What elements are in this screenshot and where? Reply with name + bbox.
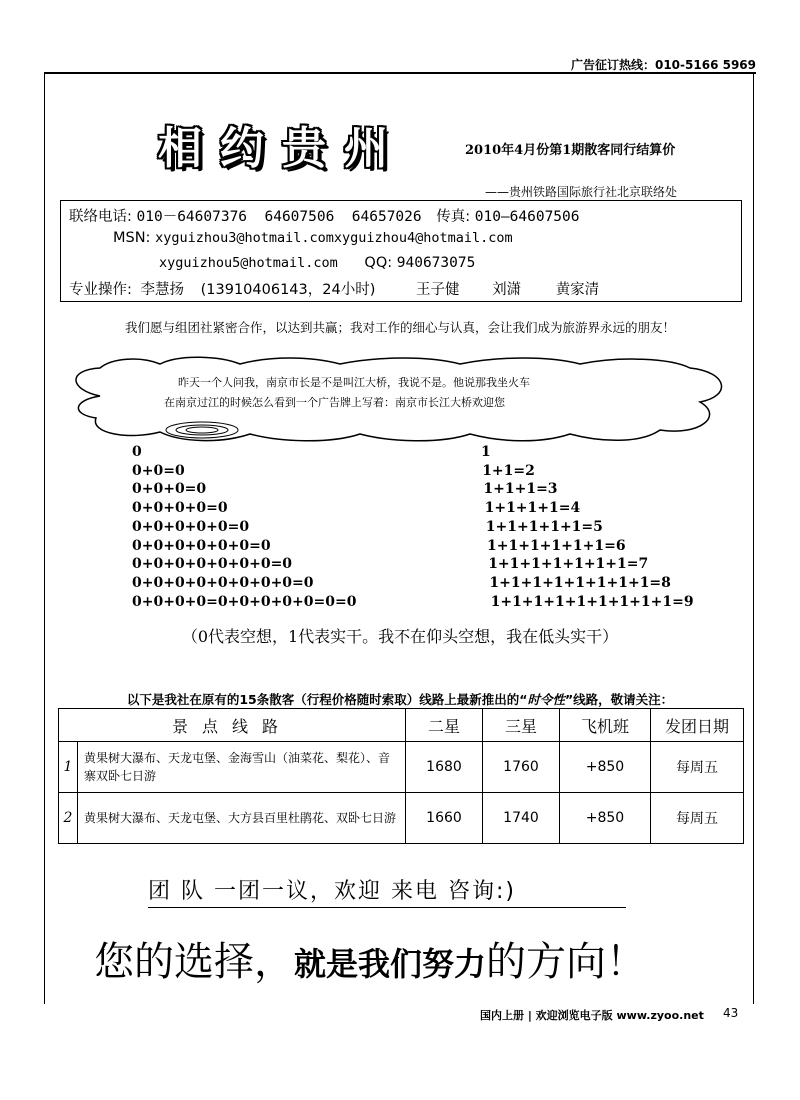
row-flight: +850 [560,742,651,793]
page-number: 43 [723,1006,739,1020]
msn-line-1[interactable]: xyguizhou3@hotmail.comxyguizhou4@hotmail.com [155,230,513,246]
zero-equation: 0+0+0+0+0+0+0=0 [132,556,293,573]
operator-label: 专业操作: [69,282,132,298]
one-equation: 1+1+1+1=4 [484,500,581,517]
row-route: 黄果树大瀑布、天龙屯堡、大方县百里杜鹃花、双卧七日游 [78,793,406,844]
one-equation: 1+1+1=3 [483,481,558,498]
slogan [94,930,646,987]
msn-line-2[interactable]: xyguizhou5@hotmail.com [159,255,338,271]
row-three-star: 1740 [483,793,560,844]
contact-box [60,200,742,302]
zero-equation: 0 [132,444,142,460]
routes-intro-pre: 以下是我社在原有的15条散客（行程价格随时索取）线路上最新推出的“ [126,692,528,707]
routes-table [58,708,744,844]
page-title: 相约贵州 [158,123,406,174]
routes-intro [60,690,740,708]
operator-3: 刘潇 [492,282,522,298]
one-equation: 1+1+1+1+1+1=6 [487,537,626,554]
operator-4: 黄家清 [555,282,600,298]
zero-equation: 0+0+0+0=0+0+0+0+0=0=0 [132,593,357,610]
row-three-star: 1760 [483,742,560,793]
qq-value: 940673075 [396,255,476,271]
slogan-part-3: 的方向！ [486,939,647,985]
table-row [59,742,744,793]
row-flight: +850 [560,793,651,844]
fax-label: 传真: [436,209,471,225]
row-two-star: 1660 [406,793,483,844]
zero-equation: 0+0+0+0+0=0 [132,518,250,535]
row-route: 黄果树大瀑布、天龙屯堡、金海雪山（油菜花、梨花）、音寨双卧七日游 [78,742,406,793]
row-index: 2 [59,793,78,844]
footer-text[interactable]: 国内上册 | 欢迎浏览电子版 www.zyoo.net [480,1009,704,1022]
phone-label: 联络电话: [69,209,132,225]
one-equation: 1+1+1+1+1+1+1=7 [488,556,649,573]
one-equation: 1 [481,444,491,460]
zero-equation: 0+0+0+0+0+0=0 [132,537,271,554]
header-three-star: 三星 [483,709,560,742]
cloud-bubble [60,356,732,442]
cloud-line-2: 在南京过江的时候怎么看到一个广告牌上写着：南京市长江大桥欢迎您 [164,396,505,409]
one-equation: 1+1+1+1+1+1+1+1+1=9 [490,593,694,610]
operator-phone: (13910406143，24小时) [200,282,376,298]
routes-intro-post: ”线路，敬请关注： [564,692,674,707]
table-header-row [59,709,744,742]
header-flight: 飞机班 [560,709,651,742]
header-departure: 发团日期 [651,709,744,742]
table-row [59,793,744,844]
operator-2: 王子健 [415,282,460,298]
one-equation: 1+1=2 [482,462,535,479]
zero-equation: 0+0+0+0=0 [132,500,228,517]
one-equation: 1+1+1+1+1=5 [485,518,603,535]
cooperation-statement: 我们愿与组团社紧密合作，以达到共赢；我对工作的细心与认真，会让我们成为旅游界永远的朋友！ [124,320,675,335]
row-departure: 每周五 [651,742,744,793]
routes-intro-emph: 时令性 [527,692,565,707]
msn-label: MSN: [113,230,151,246]
one-equation: 1+1+1+1+1+1+1+1=8 [489,574,671,591]
header-two-star: 二星 [406,709,483,742]
row-index: 1 [59,742,78,793]
row-departure: 每周五 [651,793,744,844]
ad-hotline: 广告征订热线：010-5166 5969 [570,58,756,72]
welcome-line: 团 队 一团一议，欢迎 来电 咨询:) [148,874,626,908]
header-route: 景点线路 [59,709,406,742]
zero-equation: 0+0+0=0 [132,481,207,498]
agency-name: ——贵州铁路国际旅行社北京联络处 [485,185,678,199]
cloud-line-1: 昨天一个人问我，南京市长是不是叫江大桥，我说不是。他说那我坐火车 [178,376,530,389]
operator-main: 李慧扬 [140,282,184,298]
fax-value: 010—64607506 [474,209,580,225]
equation-note: （0代表空想，1代表实干。我不在仰头空想，我在低头实干） [181,627,619,646]
zero-equation: 0+0=0 [132,462,185,479]
zero-equation: 0+0+0+0+0+0+0+0=0 [132,574,314,591]
slogan-part-1: 您的选择， [94,939,294,985]
phone-values: 010－64607376 64607506 64657026 [136,209,422,225]
slogan-part-2: 就是我们努力 [294,945,487,983]
row-two-star: 1680 [406,742,483,793]
qq-label: QQ: [364,255,393,271]
page-subtitle: 2010年4月份第1期散客同行结算价 [465,143,676,158]
